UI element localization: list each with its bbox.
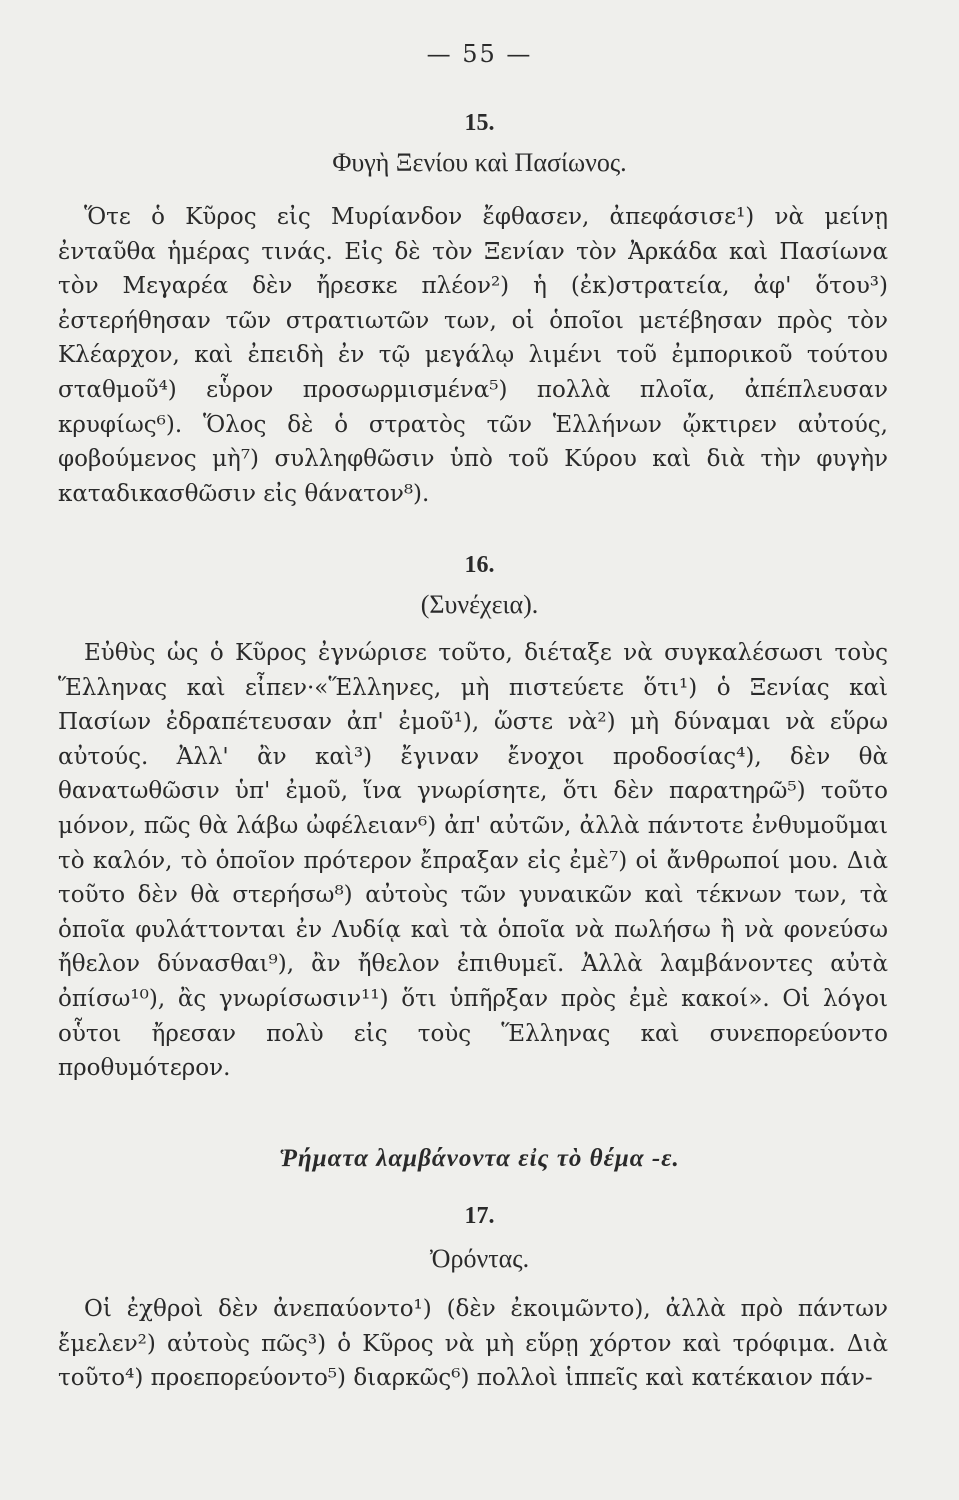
page-number: — 55 —	[426, 40, 533, 68]
section-16-number: 16.	[464, 552, 495, 578]
section-17-number: 17.	[464, 1203, 495, 1229]
section-16-text: Εὐθὺς ὡς ὁ Κῦρος ἐγνώρισε τοῦτο, διέταξε νὰ συγκαλέσωσι τοὺς Ἕλληνας καὶ εἶπεν·«Ἕλληνες, μὴ πιστεύετε ὅτι¹) ὁ Ξενίας καὶ Πασίων ἐδραπέτευσαν ἀπ' ἐμοῦ¹), ὥστε νὰ²) μὴ δύναμαι νὰ εὕρω αὐτούς. Ἀλλ' ἂν καὶ³) ἔγιναν ἔνοχοι προδοσίας⁴), δὲν θὰ θανατωθῶσιν ὑπ' ἐμοῦ, ἵνα γνωρίσητε, ὅτι δὲν παρατηρῶ⁵) τοῦτο μόνον, πῶς θὰ λάβω ὠφέλειαν⁶) ἀπ' αὐτῶν, ἀλλὰ πάντοτε ἐνθυμοῦμαι τὸ καλόν, τὸ ὁποῖον πρότερον ἔπραξαν εἰς ἐμὲ⁷) οἱ ἄνθρωποί μου. Διὰ τοῦτο δὲν θὰ στερήσω⁸) αὐτοὺς τῶν γυναικῶν καὶ τέκνων των, τὰ ὁποῖα φυλάττονται ἐν Λυδίᾳ καὶ τὰ ὁποῖα νὰ πωλήσω ἢ νὰ φονεύσω ἤθελον δύνασθαι⁹), ἂν ἤθελον ἐπιθυμεῖ. Ἀλλὰ λαμβάνοντες αὐτὰ ὀπίσω¹⁰), ἂς γνωρίσωσιν¹¹) ὅτι ὑπῆρξαν πρὸς ἐμὲ κακοί». Οἱ λόγοι οὗτοι ἤρεσαν πολὺ εἰς τοὺς Ἕλληνας καὶ συνεπορεύοντο προθυμότερον.	[58, 640, 888, 1082]
section-16-title: (Συνέχεια).	[420, 590, 539, 619]
section-15-title: Φυγὴ Ξενίου καὶ Πασίωνος.	[332, 148, 627, 177]
section-15-number: 15.	[464, 110, 495, 136]
section-17-text: Οἱ ἐχθροὶ δὲν ἀνεπαύοντο¹) (δὲν ἐκοιμῶντο), ἀλλὰ πρὸ πάντων ἔμελεν²) αὐτοὺς πῶς³) ὁ Κῦρος νὰ μὴ εὕρῃ χόρτον καὶ τρόφιμα. Διὰ τοῦτο⁴) προεπορεύοντο⁵) διαρκῶς⁶) πολλοὶ ἱππεῖς καὶ κατέκαιον πάν-	[58, 1296, 888, 1392]
section-17-title: Ὀρόντας.	[429, 1244, 530, 1273]
section-15-text: Ὅτε ὁ Κῦρος εἰς Μυρίανδον ἔφθασεν, ἀπεφάσισε¹) νὰ μείνῃ ἐνταῦθα ἡμέρας τινάς. Εἰς δὲ τὸν Ξενίαν τὸν Ἀρκάδα καὶ Πασίωνα τὸν Μεγαρέα δὲν ἤρεσκε πλέον²) ἡ (ἐκ)στρατεία, ἀφ' ὅτου³) ἐστερήθησαν τῶν στρατιωτῶν των, οἱ ὁποῖοι μετέβησαν πρὸς τὸν Κλέαρχον, καὶ ἐπειδὴ ἐν τῷ μεγάλῳ λιμένι τοῦ ἐμπορικοῦ τούτου σταθμοῦ⁴) εὗρον προσωρμισμένα⁵) πολλὰ πλοῖα, ἀπέπλευσαν κρυφίως⁶). Ὅλος δὲ ὁ στρατὸς τῶν Ἑλλήνων ᾤκτιρεν αὐτούς, φοβούμενος μὴ⁷) συλληφθῶσιν ὑπὸ τοῦ Κύρου καὶ διὰ τὴν φυγὴν καταδικασθῶσιν εἰς θάνατον⁸).	[58, 204, 888, 507]
exercise-heading: Ῥήματα λαμβάνοντα εἰς τὸ θέμα -ε.	[279, 1145, 680, 1172]
